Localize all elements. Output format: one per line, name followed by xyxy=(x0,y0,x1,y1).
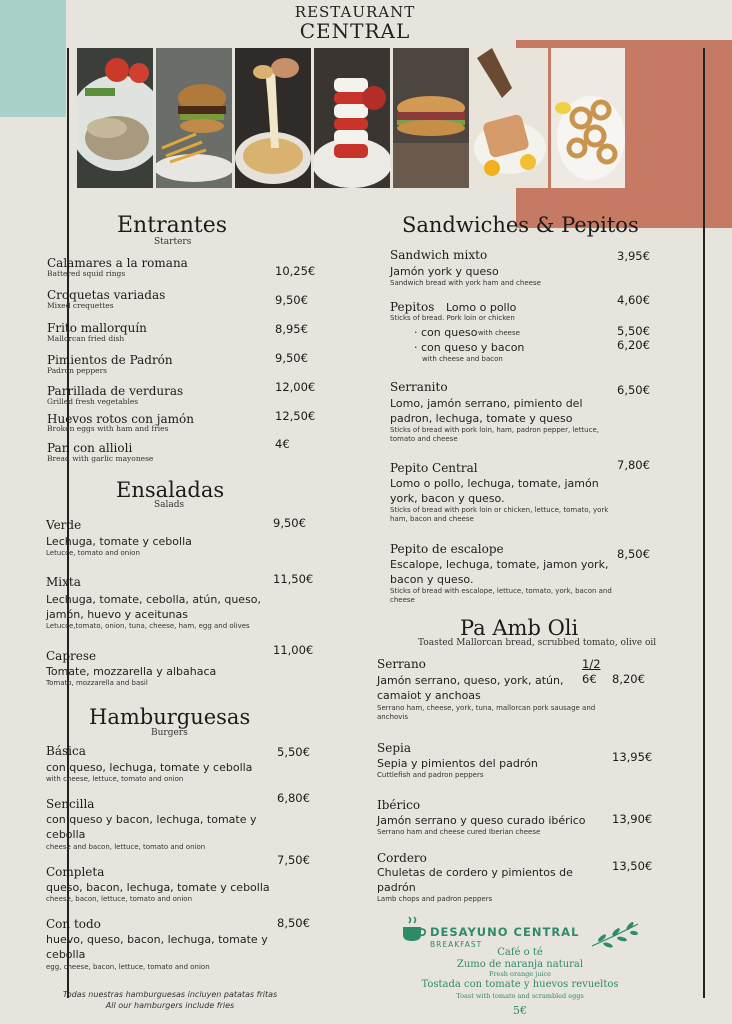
caprese-price: 11,00€ xyxy=(273,643,314,657)
huevos-price: 12,50€ xyxy=(275,409,316,423)
caprese-name: Caprese xyxy=(46,649,97,663)
pan-allioli-name: Pan con allioli xyxy=(47,441,133,455)
serrano-half-label: 1/2 xyxy=(582,657,601,671)
parrillada-sub: Grilled fresh vegetables xyxy=(47,397,139,406)
sepia-desc: Sepia y pimientos del padrón xyxy=(377,757,538,770)
serranito-price: 6,50€ xyxy=(617,383,650,397)
verde-name: Verde xyxy=(46,518,82,532)
frito-name: Frito mallorquín xyxy=(47,321,147,335)
serrano-price: 8,20€ xyxy=(612,672,645,686)
pimientos-sub: Padron peppers xyxy=(47,366,108,375)
calamares-sub: Battered squid rings xyxy=(47,269,126,278)
burger-note-es: Todas nuestras hamburguesas incluyen patatas fritas xyxy=(62,990,278,999)
pepitos-cheese-sub: with cheese xyxy=(478,329,520,337)
frito-price: 8,95€ xyxy=(275,322,308,336)
serrano-half-price: 6€ xyxy=(582,672,597,686)
sandwich-mixto-sub: Sandwich bread with york ham and cheese xyxy=(390,279,541,287)
iberico-desc: Jamón serrano y queso curado ibérico xyxy=(377,814,586,827)
pepitos-cheese-price: 5,50€ xyxy=(617,324,650,338)
caprese-sub: Tomato, mozzarella and basil xyxy=(46,679,148,687)
sepia-price: 13,95€ xyxy=(612,750,653,764)
hamburguesas-subtitle: Burgers xyxy=(151,728,188,738)
pepitos-options: Lomo o pollo xyxy=(446,301,517,314)
iberico-price: 13,90€ xyxy=(612,812,653,826)
croquetas-price: 9,50€ xyxy=(275,293,308,307)
sandwich-mixto-price: 3,95€ xyxy=(617,249,650,263)
desayuno-price: 5€ xyxy=(513,1004,527,1017)
cordero-desc: Chuletas de cordero y pimientos de padrón xyxy=(377,866,573,894)
paamboli-subtitle: Toasted Mallorcan bread, scrubbed tomato, olive oil xyxy=(418,638,657,648)
pepito-escalope-sub: Sticks of bread with escalope, lettuce, tomato, york, bacon and cheese xyxy=(390,587,612,604)
calamares-price: 10,25€ xyxy=(275,264,316,278)
cordero-name: Cordero xyxy=(377,851,427,865)
pepito-escalope-name: Pepito de escalope xyxy=(390,542,504,556)
caprese-tower-photo xyxy=(314,48,390,188)
verde-sub: Letucce, tomato and onion xyxy=(46,549,140,557)
serrano-name: Serrano xyxy=(377,657,426,671)
sandwiches-title: Sandwiches & Pepitos xyxy=(402,213,639,237)
pimientos-name: Pimientos de Padrón xyxy=(47,353,173,367)
grilled-fish-photo xyxy=(77,48,153,188)
burger-note-en: All our hamburgers include fries xyxy=(105,1001,235,1010)
completa-price: 7,50€ xyxy=(277,853,310,867)
verde-desc: Lechuga, tomate y cebolla xyxy=(46,535,192,548)
frito-sub: Mallorcan fried dish xyxy=(47,334,125,343)
desayuno-subtitle: BREAKFAST xyxy=(430,940,483,949)
basica-name: Básica xyxy=(46,744,86,758)
pepitos-bacon-price: 6,20€ xyxy=(617,338,650,352)
huevos-sub: Broken eggs with ham and fries xyxy=(47,424,169,433)
completa-desc: queso, bacon, lechuga, tomate y cebolla xyxy=(46,881,270,894)
pan-allioli-price: 4€ xyxy=(275,437,290,451)
cordero-price: 13,50€ xyxy=(612,859,653,873)
burger-fries-photo xyxy=(156,48,232,188)
serranito-desc: Lomo, jamón serrano, pimiento del padron, lechuga, tomate y queso xyxy=(390,397,583,425)
parrillada-price: 12,00€ xyxy=(275,380,316,394)
desayuno-title: DESAYUNO CENTRAL xyxy=(430,925,580,939)
right-divider-line xyxy=(703,48,705,998)
pepito-central-desc: Lomo o pollo, lechuga, tomate, jamón york, bacon y queso. xyxy=(390,477,599,505)
con-todo-name: Con todo xyxy=(46,917,101,931)
paamboli-title: Pa Amb Oli xyxy=(460,616,579,640)
calamari-rings-photo xyxy=(551,48,625,188)
hamburguesas-title: Hamburguesas xyxy=(89,705,251,729)
verde-price: 9,50€ xyxy=(273,516,306,530)
pepitos-bacon-sub: with cheese and bacon xyxy=(422,355,503,363)
desayuno-coffee: Café o té xyxy=(497,947,543,958)
sepia-name: Sepia xyxy=(377,741,411,755)
con-todo-price: 8,50€ xyxy=(277,916,310,930)
croquetas-sub: Mixed crequettes xyxy=(47,301,114,310)
huevos-name: Huevos rotos con jamón xyxy=(47,412,194,426)
cordero-sub: Lamb chops and padron peppers xyxy=(377,895,493,903)
serranito-sub: Sticks of bread with pork loin, ham, padron pepper, lettuce, tomato and cheese xyxy=(390,426,599,443)
pan-allioli-sub: Bread with garlic mayonese xyxy=(47,454,154,463)
serrano-sub: Serrano ham, cheese, york, tuna, mallorcan pork sausage and anchovis xyxy=(377,704,596,721)
desayuno-juice-sub: Fresh orange juice xyxy=(489,970,551,978)
serranito-name: Serranito xyxy=(390,380,448,394)
caprese-desc: Tomate, mozzarella y albahaca xyxy=(46,665,217,678)
pepito-escalope-price: 8,50€ xyxy=(617,547,650,561)
mixta-price: 11,50€ xyxy=(273,572,314,586)
sandwich-mixto-desc: Jamón york y queso xyxy=(390,265,499,278)
desayuno-toast: Tostada con tomate y huevos revueltos xyxy=(421,979,619,990)
sencilla-price: 6,80€ xyxy=(277,791,310,805)
con-todo-sub: egg, cheese, bacon, lettuce, tomato and onion xyxy=(46,963,210,971)
sencilla-sub: cheese and bacon, lettuce, tomato and onion xyxy=(46,843,206,851)
basica-sub: with cheese, lettuce, tomato and onion xyxy=(46,775,184,783)
sepia-sub: Cuttlefish and padron peppers xyxy=(377,771,484,779)
croquetas-name: Croquetas variadas xyxy=(47,288,166,302)
restaurant-name: CENTRAL xyxy=(299,19,411,43)
ensaladas-subtitle: Salads xyxy=(154,500,185,510)
completa-name: Completa xyxy=(46,865,105,879)
pepitos-sub: Sticks of bread. Pork loin or chicken xyxy=(390,314,515,322)
restaurant-label: RESTAURANT xyxy=(294,3,416,21)
iberico-name: Ibérico xyxy=(377,798,421,812)
teal-accent-block xyxy=(0,0,66,117)
con-todo-desc: huevo, queso, bacon, lechuga, tomate y cebolla xyxy=(46,933,268,961)
pepito-central-name: Pepito Central xyxy=(390,461,478,475)
burger-note xyxy=(30,989,310,1011)
iberico-sub: Serrano ham and cheese cured Iberian cheese xyxy=(377,828,541,836)
pa-amb-oli-photo xyxy=(472,48,548,188)
entrantes-title: Entrantes xyxy=(117,213,228,238)
pepito-central-sub: Sticks of bread with pork loin or chicken, lettuce, tomato, york ham, bacon and cheese xyxy=(390,506,609,523)
sandwich-photo xyxy=(393,48,469,188)
cheese-pizza-photo xyxy=(235,48,311,188)
desayuno-juice: Zumo de naranja natural xyxy=(456,959,584,970)
parrillada-name: Parrillada de verduras xyxy=(47,384,184,398)
pepitos-name: Pepitos xyxy=(390,300,435,314)
ensaladas-title: Ensaladas xyxy=(116,478,225,502)
desayuno-toast-sub: Toast with tomato and scrambled eggs xyxy=(456,992,584,1000)
sandwich-mixto-name: Sandwich mixto xyxy=(390,248,488,262)
basica-desc: con queso, lechuga, tomate y cebolla xyxy=(46,761,253,774)
pimientos-price: 9,50€ xyxy=(275,351,308,365)
sencilla-name: Sencilla xyxy=(46,797,95,811)
pepitos-bacon-option: · con queso y bacon xyxy=(414,341,525,354)
completa-sub: cheese, bacon, lettuce, tomato and onion xyxy=(46,895,193,903)
coffee-cup-icon xyxy=(401,915,427,943)
pepitos-cheese-option: · con queso xyxy=(414,326,478,339)
mixta-sub: Letucce,tomato, onion, tuna, cheese, ham, egg and olives xyxy=(46,622,250,630)
serrano-desc: Jamón serrano, queso, york, atún, camaiot y anchoas xyxy=(377,674,564,702)
sencilla-desc: con queso y bacon, lechuga, tomate y cebolla xyxy=(46,813,257,841)
pepito-central-price: 7,80€ xyxy=(617,458,650,472)
pepito-escalope-desc: Escalope, lechuga, tomate, jamon york, bacon y queso. xyxy=(390,558,609,586)
pepitos-price: 4,60€ xyxy=(617,293,650,307)
mixta-desc: Lechuga, tomate, cebolla, atún, queso, jamón, huevo y aceitunas xyxy=(46,593,262,621)
basica-price: 5,50€ xyxy=(277,745,310,759)
entrantes-subtitle: Starters xyxy=(154,237,192,247)
calamares-name: Calamares a la romana xyxy=(47,256,188,270)
mixta-name: Mixta xyxy=(46,575,81,589)
